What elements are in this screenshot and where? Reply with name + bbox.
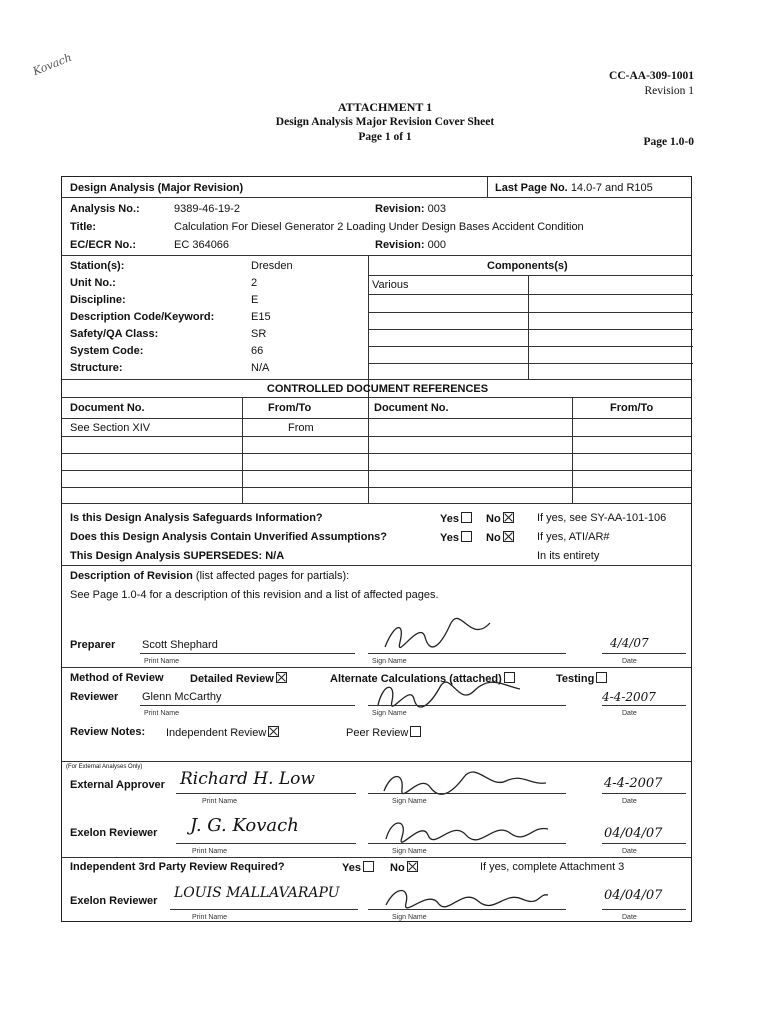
peer-review[interactable]: Peer Review [346,726,421,740]
external-approver-name: Richard H. Low [180,769,315,789]
field-value: 66 [251,345,264,357]
alternate-calcs[interactable]: Alternate Calculations (attached) [330,672,515,686]
sign-name-caption: Sign Name [372,658,407,665]
attachment-title: ATTACHMENT 1 [337,100,433,114]
independent-party-question: Independent 3rd Party Review Required? [70,861,285,873]
reviewer-name: Glenn McCarthy [142,691,222,703]
method-label: Method of Review [70,672,164,684]
description-label: Description of Revision (list affected pages for partials): [70,570,350,582]
checkbox-icon[interactable] [596,672,607,683]
checkbox-checked-icon[interactable] [276,672,287,683]
controlled-refs-heading: CONTROLLED DOCUMENT REFERENCES [266,383,489,395]
date-caption: Date [622,914,637,921]
form-subtitle: Design Analysis Major Revision Cover Sheet [275,116,495,128]
preparer-signature [380,617,500,658]
ref-cell: See Section XIV [70,422,151,434]
external-only-note: (For External Analyses Only) [66,764,143,770]
ref-cell: From [288,422,314,434]
field-value: E15 [251,311,271,323]
date-caption: Date [622,798,637,805]
ref-col-fromto: From/To [268,402,312,414]
reviewer-date: 4-4-2007 [602,690,656,704]
margin-note: Kovach [31,50,74,79]
party-note: If yes, complete Attachment 3 [480,861,625,873]
independent-review[interactable]: Independent Review [166,726,279,740]
preparer-date: 4/4/07 [610,636,649,650]
field-value: N/A [251,362,270,374]
ref-col-fromto-2: From/To [610,402,654,414]
external-approver-label: External Approver [70,779,165,791]
page-number: Page 1.0-0 [643,136,694,148]
print-name-caption: Print Name [144,658,180,665]
assumptions-note: If yes, ATI/AR# [537,531,610,543]
field-label: System Code: [70,345,144,357]
field-label: Structure: [70,362,123,374]
sign-name-caption: Sign Name [392,848,427,855]
sign-name-caption: Sign Name [392,914,427,921]
sign-name-caption: Sign Name [372,710,407,717]
field-label: Unit No.: [70,277,116,289]
field-value: SR [251,328,267,340]
components-label: Components(s) [487,260,568,272]
analysis-revision: Revision: 003 [375,203,446,215]
exelon-reviewer-2-date: 04/04/07 [604,888,663,903]
print-name-caption: Print Name [202,798,238,805]
party-yes[interactable]: Yes [342,861,374,875]
testing[interactable]: Testing [556,672,607,686]
form-heading: Design Analysis (Major Revision) [70,182,244,194]
field-value: Dresden [251,260,293,272]
field-label: Safety/QA Class: [70,328,159,340]
checkbox-checked-icon[interactable] [268,726,279,737]
analysis-title: Calculation For Diesel Generator 2 Loading Under Design Bases Accident Condition [174,221,584,233]
safeguards-no[interactable]: No [486,512,514,526]
ref-col-docno-2: Document No. [374,402,449,414]
description-text: See Page 1.0-4 for a description of this revision and a list of affected pages. [70,589,439,601]
checkbox-checked-icon[interactable] [503,512,514,523]
date-caption: Date [622,710,637,717]
field-label: Discipline: [70,294,126,306]
ecr-no: EC 364066 [174,239,230,251]
exelon-reviewer-name: J. G. Kovach [190,815,299,836]
exelon-reviewer-label: Exelon Reviewer [70,827,158,839]
component-item: Various [372,279,409,291]
title-label: Title: [70,221,97,233]
checkbox-icon[interactable] [410,726,421,737]
safeguards-question: Is this Design Analysis Safeguards Information? [70,512,323,524]
page-of: Page 1 of 1 [358,131,412,143]
exelon-reviewer-2-name: LOUIS MALLAVARAPU [174,885,340,901]
supersedes: This Design Analysis SUPERSEDES: N/A [70,550,285,562]
supersedes-note: In its entirety [537,550,600,562]
date-caption: Date [622,848,637,855]
print-name-caption: Print Name [192,848,228,855]
preparer-name: Scott Shephard [142,639,218,651]
doc-revision: Revision 1 [644,85,694,97]
checkbox-icon[interactable] [461,531,472,542]
assumptions-yes[interactable]: Yes [440,531,472,545]
reviewer-label: Reviewer [70,691,119,703]
review-notes-label: Review Notes: [70,726,146,738]
checkbox-icon[interactable] [363,861,374,872]
ref-col-docno: Document No. [70,402,145,414]
ecr-label: EC/ECR No.: [70,239,136,251]
assumptions-no[interactable]: No [486,531,514,545]
preparer-label: Preparer [70,639,116,651]
exelon-reviewer-2-label: Exelon Reviewer [70,895,158,907]
field-label: Station(s): [70,260,125,272]
exelon-reviewer-date: 04/04/07 [604,826,663,841]
checkbox-checked-icon[interactable] [407,861,418,872]
external-date: 4-4-2007 [604,776,663,791]
checkbox-checked-icon[interactable] [503,531,514,542]
analysis-no-label: Analysis No.: [70,203,140,215]
date-caption: Date [622,658,637,665]
safeguards-note: If yes, see SY-AA-101-106 [537,512,667,524]
doc-id: CC-AA-309-1001 [609,70,694,82]
cover-sheet-form [61,176,692,922]
safeguards-yes[interactable]: Yes [440,512,472,526]
party-no[interactable]: No [390,861,418,875]
analysis-no: 9389-46-19-2 [174,203,241,215]
field-value: 2 [251,277,258,289]
checkbox-icon[interactable] [461,512,472,523]
print-name-caption: Print Name [192,914,228,921]
print-name-caption: Print Name [144,710,180,717]
ecr-revision: Revision: 000 [375,239,446,251]
last-page: Last Page No. 14.0-7 and R105 [495,182,653,194]
detailed-review[interactable]: Detailed Review [190,672,287,686]
assumptions-question: Does this Design Analysis Contain Unverified Assumptions? [70,531,388,543]
sign-name-caption: Sign Name [392,798,427,805]
field-value: E [251,294,259,306]
field-label: Description Code/Keyword: [70,311,215,323]
